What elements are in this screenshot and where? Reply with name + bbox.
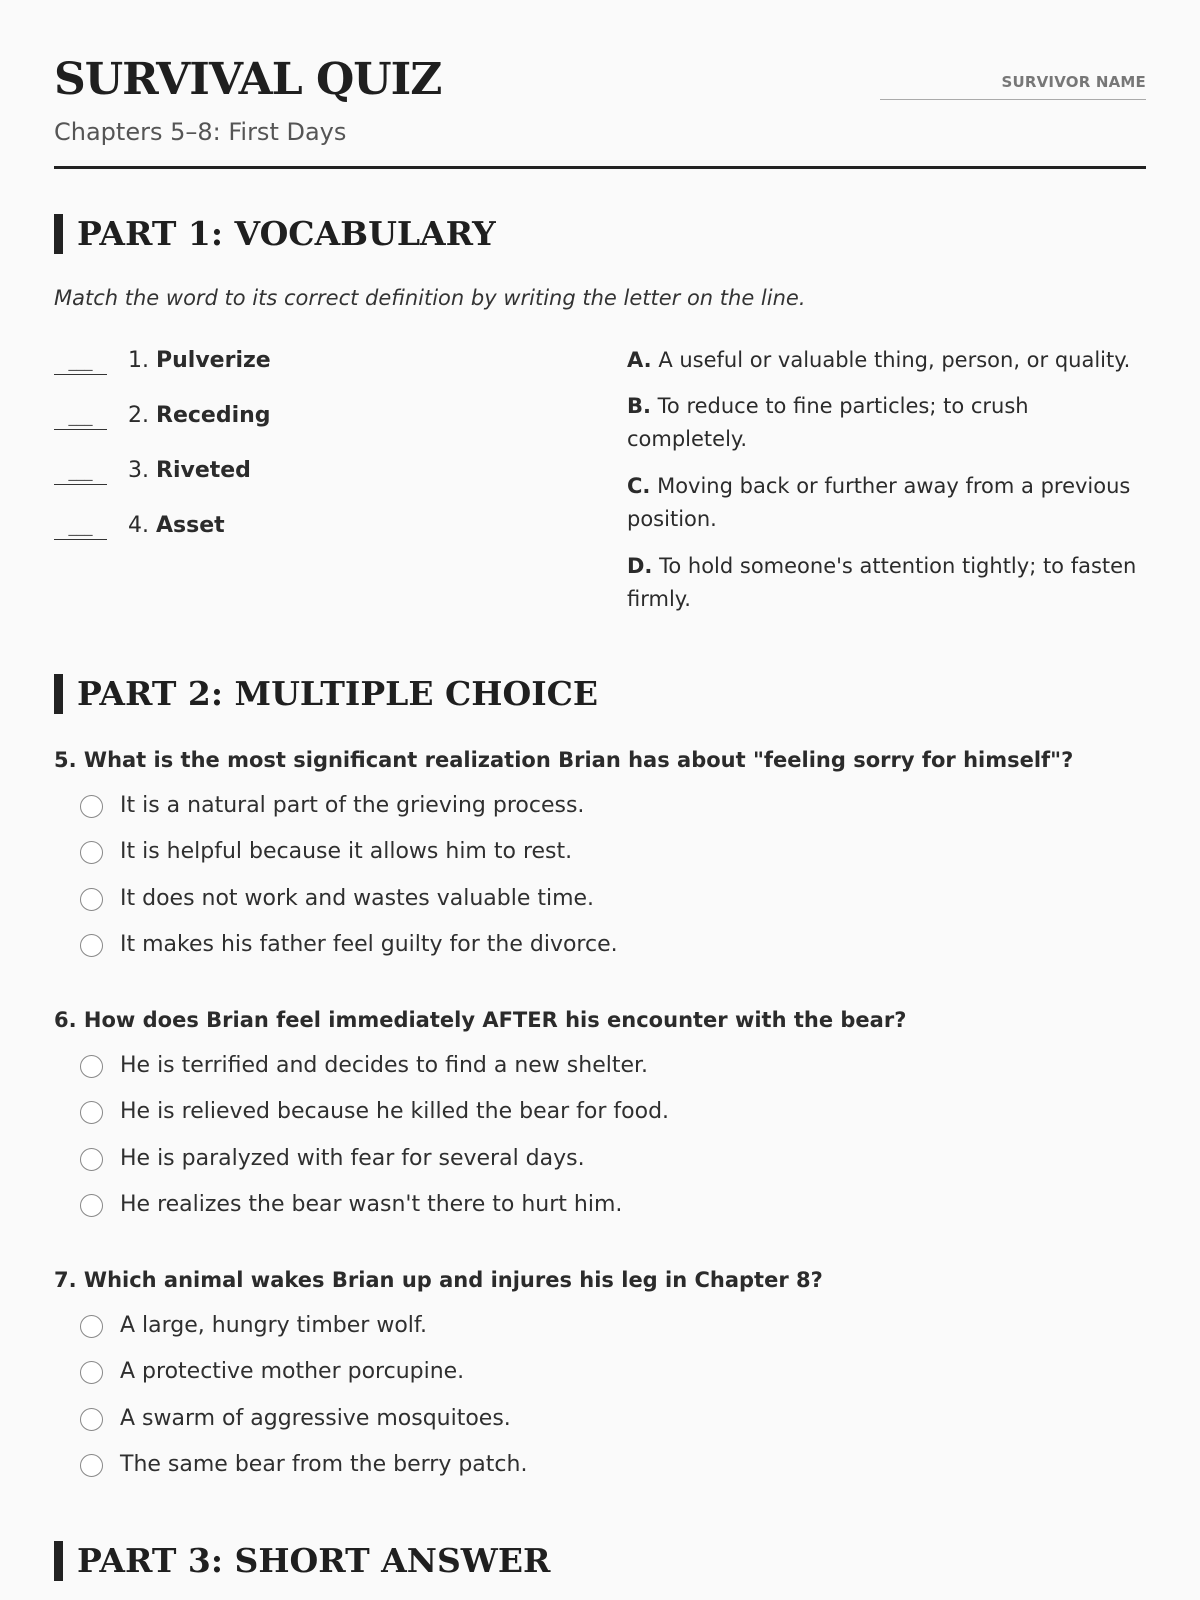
answer-blank[interactable]: ___ bbox=[54, 517, 107, 540]
vocab-word: Receding bbox=[156, 403, 271, 428]
definition-item bbox=[627, 390, 1147, 456]
definition-item bbox=[627, 550, 1147, 616]
option-text: It is helpful because it allows him to rest. bbox=[120, 839, 573, 864]
definition-item bbox=[627, 470, 1147, 536]
vocab-word: Pulverize bbox=[156, 348, 271, 373]
survivor-name-label: SURVIVOR NAME bbox=[1001, 73, 1146, 91]
vocab-word: Riveted bbox=[156, 458, 251, 483]
radio-button[interactable] bbox=[80, 1101, 103, 1124]
option-text: It makes his father feel guilty for the divorce. bbox=[120, 932, 618, 957]
question-6: 6. How does Brian feel immediately AFTER his encounter with the bear? bbox=[54, 1008, 907, 1032]
option-text: He is paralyzed with fear for several days. bbox=[120, 1146, 585, 1171]
vocab-number: 3. bbox=[128, 458, 149, 483]
option-text: A swarm of aggressive mosquitoes. bbox=[120, 1406, 511, 1431]
vocab-number: 4. bbox=[128, 513, 149, 538]
radio-button[interactable] bbox=[80, 1148, 103, 1171]
option-text: It is a natural part of the grieving process. bbox=[120, 793, 585, 818]
vocab-word: Asset bbox=[156, 513, 225, 538]
section-heading-short-answer: PART 3: SHORT ANSWER bbox=[54, 1541, 550, 1581]
answer-blank[interactable]: ___ bbox=[54, 352, 107, 375]
option-text: He realizes the bear wasn't there to hurt him. bbox=[120, 1192, 623, 1217]
survivor-name-field[interactable] bbox=[880, 72, 1146, 100]
header-divider bbox=[54, 166, 1146, 169]
section-heading-vocabulary: PART 1: VOCABULARY bbox=[54, 214, 496, 254]
definition-letter: B. bbox=[627, 394, 651, 418]
option-text: It does not work and wastes valuable time. bbox=[120, 886, 595, 911]
radio-button[interactable] bbox=[80, 1408, 103, 1431]
radio-button[interactable] bbox=[80, 841, 103, 864]
definition-text: To reduce to fine particles; to crush completely. bbox=[627, 394, 1029, 451]
radio-button[interactable] bbox=[80, 1361, 103, 1384]
definition-letter: C. bbox=[627, 474, 651, 498]
answer-blank[interactable]: ___ bbox=[54, 462, 107, 485]
option-text: He is relieved because he killed the bear for food. bbox=[120, 1099, 670, 1124]
definition-letter: D. bbox=[627, 554, 653, 578]
section-heading-multiple-choice: PART 2: MULTIPLE CHOICE bbox=[54, 674, 598, 714]
definition-text: Moving back or further away from a previous position. bbox=[627, 474, 1131, 531]
radio-button[interactable] bbox=[80, 888, 103, 911]
question-7: 7. Which animal wakes Brian up and injures his leg in Chapter 8? bbox=[54, 1268, 823, 1292]
radio-button[interactable] bbox=[80, 795, 103, 818]
option-text: The same bear from the berry patch. bbox=[120, 1452, 528, 1477]
radio-button[interactable] bbox=[80, 1454, 103, 1477]
definition-text: To hold someone's attention tightly; to fasten firmly. bbox=[627, 554, 1137, 611]
definition-letter: A. bbox=[627, 348, 652, 372]
option-text: A protective mother porcupine. bbox=[120, 1359, 465, 1384]
question-5: 5. What is the most significant realization Brian has about "feeling sorry for himself"? bbox=[54, 748, 1074, 772]
radio-button[interactable] bbox=[80, 934, 103, 957]
radio-button[interactable] bbox=[80, 1055, 103, 1078]
vocab-number: 2. bbox=[128, 403, 149, 428]
answer-blank[interactable]: ___ bbox=[54, 407, 107, 430]
page-subtitle: Chapters 5–8: First Days bbox=[54, 118, 347, 146]
option-text: A large, hungry timber wolf. bbox=[120, 1313, 428, 1338]
radio-button[interactable] bbox=[80, 1315, 103, 1338]
definition-item bbox=[627, 344, 1147, 377]
vocab-number: 1. bbox=[128, 348, 149, 373]
radio-button[interactable] bbox=[80, 1194, 103, 1217]
page-title: SURVIVAL QUIZ bbox=[54, 54, 442, 105]
definition-text: A useful or valuable thing, person, or quality. bbox=[658, 348, 1131, 372]
option-text: He is terrified and decides to find a new shelter. bbox=[120, 1053, 649, 1078]
vocabulary-instructions: Match the word to its correct definition by writing the letter on the line. bbox=[54, 286, 806, 310]
